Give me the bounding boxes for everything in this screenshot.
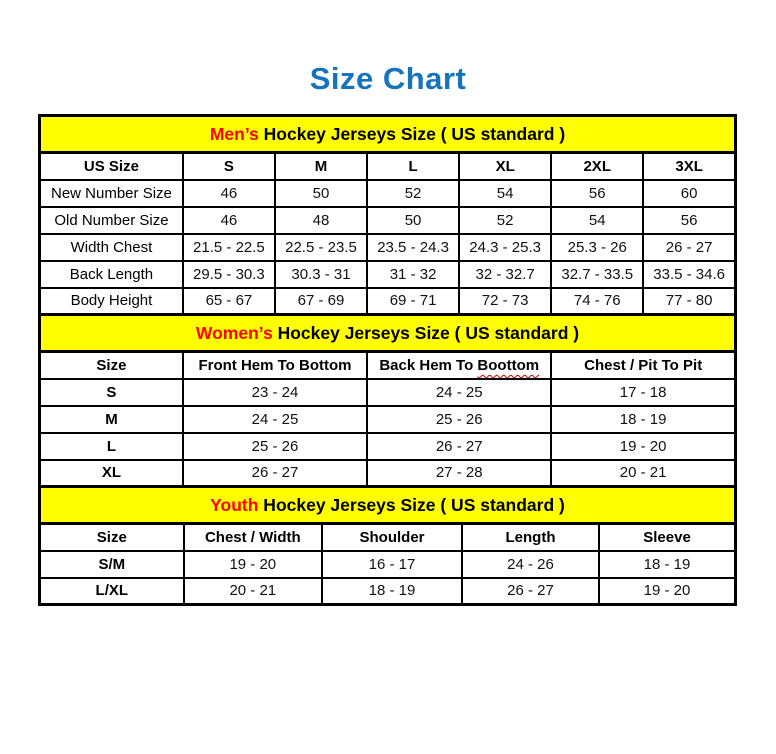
- table-cell: 19 - 20: [599, 578, 735, 605]
- row-label: S/M: [40, 551, 184, 578]
- table-cell: 52: [459, 207, 551, 234]
- section-header-highlight: Youth: [210, 494, 259, 515]
- section-header-row: [40, 487, 736, 524]
- table-cell: 24.3 - 25.3: [459, 234, 551, 261]
- table-cell: 24 - 26: [462, 551, 599, 578]
- table-cell: 72 - 73: [459, 288, 551, 315]
- table-cell: 48: [275, 207, 367, 234]
- table-cell: 56: [643, 207, 735, 234]
- table-cell: 50: [367, 207, 459, 234]
- table-cell: 18 - 19: [599, 551, 735, 578]
- table-cell: 25 - 26: [183, 433, 367, 460]
- row-label: L/XL: [40, 578, 184, 605]
- size-tables-container: [38, 114, 737, 606]
- table-cell: 69 - 71: [367, 288, 459, 315]
- column-header: Sleeve: [599, 524, 735, 551]
- table-cell: 54: [459, 180, 551, 207]
- table-cell: 21.5 - 22.5: [183, 234, 275, 261]
- section-header: [40, 116, 736, 153]
- row-label: XL: [40, 460, 183, 487]
- table-cell: 50: [275, 180, 367, 207]
- section-header-text: Hockey Jerseys Size ( US standard ): [272, 322, 580, 343]
- table-cell: 52: [367, 180, 459, 207]
- column-header: Front Hem To Bottom: [183, 352, 367, 379]
- row-label: Back Length: [40, 261, 183, 288]
- table-row: [40, 551, 736, 578]
- section-header-row: [40, 116, 736, 153]
- row-label: M: [40, 406, 183, 433]
- section-header-highlight: Women’s: [195, 322, 273, 343]
- column-header: 2XL: [551, 153, 643, 180]
- misspelled-word: Boottom: [477, 356, 540, 374]
- youth-size-table: [38, 485, 737, 606]
- table-row: [40, 234, 736, 261]
- section-header-text: Hockey Jerseys Size ( US standard ): [258, 123, 566, 144]
- table-row: [40, 578, 736, 605]
- womens-size-table: [38, 313, 737, 488]
- table-cell: 56: [551, 180, 643, 207]
- column-header: US Size: [40, 153, 183, 180]
- table-row: [40, 180, 736, 207]
- section-header: [40, 487, 736, 524]
- table-cell: 60: [643, 180, 735, 207]
- column-header: Chest / Pit To Pit: [551, 352, 735, 379]
- row-label: Old Number Size: [40, 207, 183, 234]
- table-cell: 77 - 80: [643, 288, 735, 315]
- row-label: Body Height: [40, 288, 183, 315]
- table-cell: 74 - 76: [551, 288, 643, 315]
- column-header-row: [40, 153, 736, 180]
- column-header-row: [40, 524, 736, 551]
- column-header: Size: [40, 352, 183, 379]
- table-cell: 27 - 28: [367, 460, 551, 487]
- table-cell: 33.5 - 34.6: [643, 261, 735, 288]
- section-header-text: Hockey Jerseys Size ( US standard ): [258, 494, 565, 515]
- column-header: Shoulder: [322, 524, 462, 551]
- column-header: 3XL: [643, 153, 735, 180]
- table-cell: 20 - 21: [551, 460, 735, 487]
- table-cell: 29.5 - 30.3: [183, 261, 275, 288]
- row-label: Width Chest: [40, 234, 183, 261]
- table-cell: 22.5 - 23.5: [275, 234, 367, 261]
- table-row: [40, 261, 736, 288]
- table-cell: 30.3 - 31: [275, 261, 367, 288]
- column-header-row: [40, 352, 736, 379]
- table-cell: 25 - 26: [367, 406, 551, 433]
- page-title: Size Chart: [309, 61, 467, 96]
- column-header: Size: [40, 524, 184, 551]
- column-header: Chest / Width: [184, 524, 323, 551]
- table-cell: 32.7 - 33.5: [551, 261, 643, 288]
- column-header: XL: [459, 153, 551, 180]
- section-header: [40, 315, 736, 352]
- section-header-highlight: Men’s: [209, 123, 259, 144]
- table-cell: 26 - 27: [462, 578, 599, 605]
- row-label: New Number Size: [40, 180, 183, 207]
- table-cell: 31 - 32: [367, 261, 459, 288]
- table-cell: 24 - 25: [367, 379, 551, 406]
- table-row: [40, 288, 736, 315]
- table-row: [40, 460, 736, 487]
- table-cell: 19 - 20: [184, 551, 323, 578]
- column-header: L: [367, 153, 459, 180]
- column-header: Length: [462, 524, 599, 551]
- table-cell: 18 - 19: [322, 578, 462, 605]
- section-header-row: [40, 315, 736, 352]
- table-row: [40, 379, 736, 406]
- table-cell: 46: [183, 180, 275, 207]
- table-cell: 26 - 27: [183, 460, 367, 487]
- table-cell: 19 - 20: [551, 433, 735, 460]
- row-label: L: [40, 433, 183, 460]
- table-cell: 46: [183, 207, 275, 234]
- table-cell: 67 - 69: [275, 288, 367, 315]
- table-cell: 65 - 67: [183, 288, 275, 315]
- table-cell: 26 - 27: [367, 433, 551, 460]
- column-header: Back Hem To Boottom: [367, 352, 551, 379]
- column-header: S: [183, 153, 275, 180]
- table-row: [40, 406, 736, 433]
- table-row: [40, 207, 736, 234]
- table-cell: 17 - 18: [551, 379, 735, 406]
- table-cell: 25.3 - 26: [551, 234, 643, 261]
- table-cell: 32 - 32.7: [459, 261, 551, 288]
- mens-size-table: [38, 114, 737, 316]
- table-cell: 18 - 19: [551, 406, 735, 433]
- table-cell: 26 - 27: [643, 234, 735, 261]
- table-cell: 16 - 17: [322, 551, 462, 578]
- size-chart-sheet: [0, 62, 776, 754]
- table-cell: 20 - 21: [184, 578, 323, 605]
- table-cell: 54: [551, 207, 643, 234]
- row-label: S: [40, 379, 183, 406]
- table-cell: 23.5 - 24.3: [367, 234, 459, 261]
- table-cell: 24 - 25: [183, 406, 367, 433]
- table-row: [40, 433, 736, 460]
- table-cell: 23 - 24: [183, 379, 367, 406]
- column-header: M: [275, 153, 367, 180]
